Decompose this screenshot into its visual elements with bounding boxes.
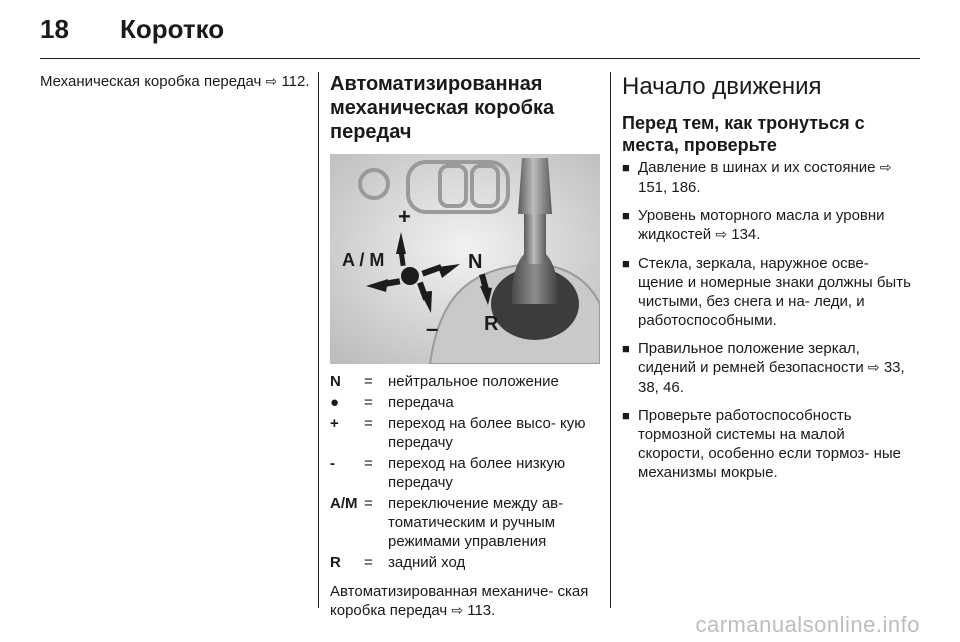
gear-lever-shaft (524, 209, 546, 264)
legend-equals: = (364, 373, 373, 390)
gear-position-dot (401, 267, 419, 285)
page-ref-arrow-icon: ⇨ (265, 74, 278, 90)
bullet-square-icon: ■ (622, 208, 630, 223)
checklist-item-text: Уровень моторного масла и уровни жидкостей (638, 207, 885, 243)
column-2 (330, 72, 600, 636)
legend-description: задний ход (388, 554, 466, 571)
checklist-item-text: Давление в шинах и их состояние (638, 159, 876, 176)
r-label: R (484, 313, 499, 335)
legend-row (330, 553, 600, 572)
gear-lever-knob (518, 158, 552, 214)
legend-description: переход на более высо- кую передачу (388, 415, 586, 451)
legend-row (330, 494, 600, 551)
symbol-legend (330, 372, 600, 572)
plus-label: + (398, 204, 411, 229)
legend-symbol: N (330, 373, 341, 390)
legend-equals: = (364, 554, 373, 571)
legend-row (330, 393, 600, 412)
checklist-item (622, 254, 912, 330)
manual-gearbox-note (40, 72, 310, 92)
automated-gearbox-note (330, 582, 600, 621)
checklist-item (622, 339, 912, 397)
manual-gearbox-text: Механическая коробка передач (40, 73, 262, 90)
page-refs: 33, 38, 46. (638, 359, 905, 396)
header-divider (40, 58, 920, 59)
page-ref-arrow-icon: ⇨ (879, 160, 892, 176)
legend-row (330, 454, 600, 492)
n-label: N (468, 251, 483, 273)
legend-row (330, 372, 600, 391)
column-1 (40, 72, 310, 92)
page-number: 18 (40, 14, 69, 44)
legend-symbol: + (330, 415, 339, 432)
section-title: Коротко (120, 14, 225, 44)
column-3 (622, 72, 912, 491)
minus-label: – (426, 316, 439, 341)
pre-drive-checklist (622, 158, 912, 482)
page-ref: 112. (281, 73, 310, 90)
start-driving-heading: Начало движения (622, 73, 822, 100)
legend-description: нейтральное положение (388, 373, 559, 390)
page-refs: 134. (731, 226, 761, 243)
column-divider-1 (318, 72, 319, 608)
legend-symbol: R (330, 554, 341, 571)
legend-row (330, 414, 600, 452)
checklist-item-text: Проверьте работоспособность тормозной системы на малой скорости, особенно если тормоз- ные механизмы мокрые. (638, 407, 901, 481)
legend-description: передача (388, 394, 454, 411)
automated-gearbox-heading: Автоматизированная механическая коробка передач (330, 73, 555, 143)
page-ref-arrow-icon: ⇨ (451, 603, 464, 619)
automated-gearbox-text: Автоматизированная механиче- ская коробка передач (330, 583, 589, 619)
legend-symbol: A/M (330, 495, 358, 512)
page-refs: 151, 186. (638, 179, 701, 196)
bullet-square-icon: ■ (622, 341, 630, 356)
checklist-item-text: Стекла, зеркала, наружное осве- щение и номерные знаки должны быть чистыми, без снега и на- леди, и работоспособными. (638, 255, 911, 329)
checklist-item (622, 206, 912, 245)
legend-symbol: ● (330, 394, 340, 411)
bullet-square-icon: ■ (622, 256, 630, 271)
column-divider-2 (610, 72, 611, 608)
legend-description: переключение между ав- томатическим и ручным режимами управления (388, 495, 564, 550)
legend-equals: = (364, 394, 373, 411)
pre-drive-check-heading: Перед тем, как тронуться с места, проверьте (622, 113, 865, 155)
page-ref: 113. (467, 602, 496, 619)
page-ref-arrow-icon: ⇨ (715, 227, 728, 243)
page-ref-arrow-icon: ⇨ (867, 360, 880, 376)
checklist-item (622, 406, 912, 482)
legend-equals: = (364, 415, 373, 432)
watermark: carmanualsonline.info (695, 612, 920, 637)
bullet-square-icon: ■ (622, 408, 630, 423)
am-label: A / M (342, 250, 385, 270)
checklist-item-text: Правильное положение зеркал, сидений и ремней безопасности (638, 340, 864, 376)
checklist-item (622, 158, 912, 197)
bullet-square-icon: ■ (622, 160, 630, 175)
legend-equals: = (364, 455, 373, 472)
legend-description: переход на более низкую передачу (388, 455, 566, 491)
gear-lever-illustration (330, 154, 600, 364)
legend-symbol: - (330, 455, 335, 472)
legend-equals: = (364, 495, 373, 512)
